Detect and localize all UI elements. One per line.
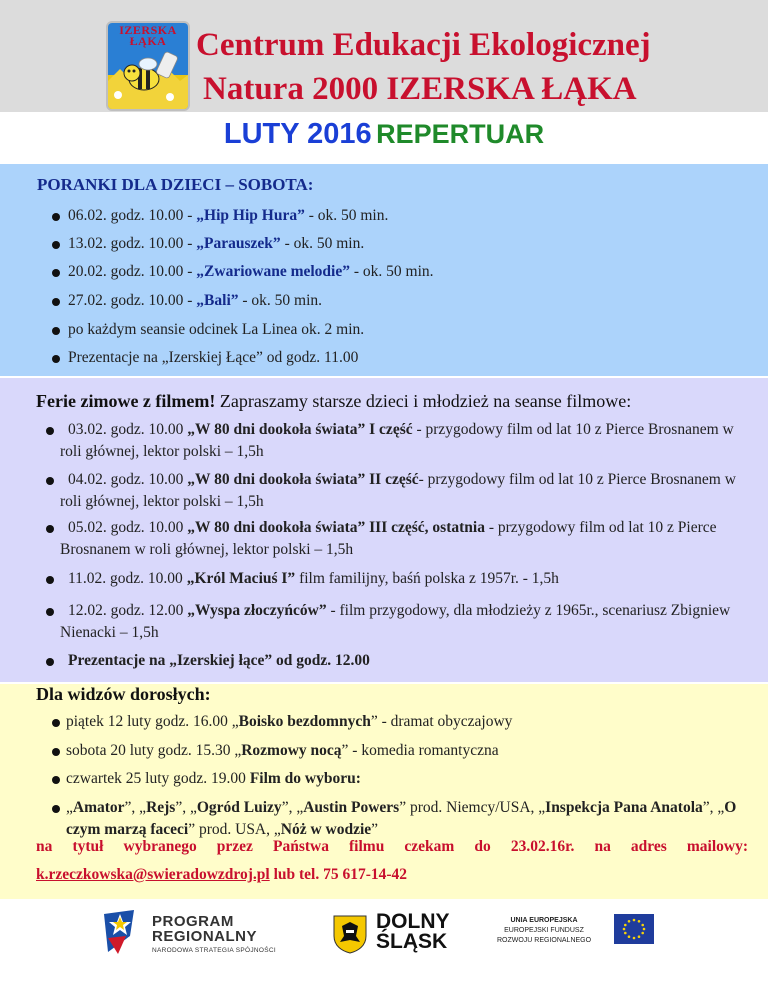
bullet xyxy=(52,805,60,813)
program-regionalny-text: PROGRAM REGIONALNY NARODOWA STRATEGIA SPÓJNOŚCI xyxy=(152,913,276,954)
bullet xyxy=(46,427,54,435)
eu-fund-text: UNIA EUROPEJSKA EUROPEJSKI FUNDUSZ ROZWOJU REGIONALNEGO xyxy=(496,917,592,944)
contact-line: na tytuł wybranego przez Państwa filmu czekam do 23.02.16r. na adres mailowy: xyxy=(36,838,748,855)
list-item: 03.02. godz. 10.00 „W 80 dni dookoła świata” I część - przygodowy film od lat 10 z Pierce Brosnanem w roli głównej, lektor polski – 1,5h xyxy=(60,419,750,463)
program-regionalny-logo-icon xyxy=(100,908,140,956)
izerska-laka-logo xyxy=(106,21,190,111)
bullet xyxy=(52,327,60,335)
bullet xyxy=(52,355,60,363)
bullet xyxy=(52,748,60,756)
list-item: piątek 12 luty godz. 16.00 „Boisko bezdomnych” - dramat obyczajowy xyxy=(66,711,746,733)
ferie-heading: Ferie zimowe z filmem! Zapraszamy starsze dzieci i młodzież na seanse filmowe: xyxy=(36,391,632,411)
dolny-slask-crest-icon xyxy=(332,914,368,954)
bullet xyxy=(52,241,60,249)
list-item: 13.02. godz. 10.00 - „Parauszek” - ok. 50 min. xyxy=(68,233,364,255)
email-link[interactable]: k.rzeczkowska@swieradowzdroj.pl xyxy=(36,866,270,883)
list-item: sobota 20 luty godz. 15.30 „Rozmowy nocą” - komedia romantyczna xyxy=(66,740,746,762)
page-title-line2: Natura 2000 IZERSKA ŁĄKA xyxy=(203,71,637,107)
list-item: 06.02. godz. 10.00 - „Hip Hip Hura” - ok. 50 min. xyxy=(68,205,388,227)
bullet xyxy=(52,213,60,221)
kids-heading: PORANKI DLA DZIECI – SOBOTA: xyxy=(37,175,314,194)
bullet xyxy=(46,608,54,616)
repertoire-label: REPERTUAR xyxy=(376,119,545,149)
bullet xyxy=(46,658,54,666)
list-item: Prezentacje na „Izerskiej Łące” od godz. 11.00 xyxy=(68,347,358,369)
eu-flag-icon xyxy=(614,914,654,944)
contact-email-line xyxy=(36,866,407,884)
month-label: LUTY 2016 xyxy=(223,118,372,150)
page-title-line1: Centrum Edukacji Ekologicznej xyxy=(196,27,651,63)
adults-heading: Dla widzów dorosłych: xyxy=(36,684,211,704)
list-item: 11.02. godz. 10.00 „Król Maciuś I” film familijny, baśń polska z 1957r. - 1,5h xyxy=(60,568,750,590)
bullet xyxy=(52,776,60,784)
list-item: czwartek 25 luty godz. 19.00 Film do wyboru: xyxy=(66,768,746,790)
list-item: 20.02. godz. 10.00 - „Zwariowane melodie” - ok. 50 min. xyxy=(68,261,434,283)
list-item: 04.02. godz. 10.00 „W 80 dni dookoła świata” II część- przygodowy film od lat 10 z Pierce Brosnanem w roli głównej, lektor polski – 1,5h xyxy=(60,469,750,513)
list-item: 27.02. godz. 10.00 - „Bali” - ok. 50 min. xyxy=(68,290,322,312)
bullet xyxy=(46,576,54,584)
bullet xyxy=(46,477,54,485)
bullet xyxy=(52,269,60,277)
list-item: 05.02. godz. 10.00 „W 80 dni dookoła świata” III część, ostatnia - przygodowy film od lat 10 z Pierce Brosnanem w roli głównej, lektor polski – 1,5h xyxy=(60,517,750,561)
list-item: po każdym seansie odcinek La Linea ok. 2 min. xyxy=(68,319,364,341)
bullet xyxy=(46,525,54,533)
logo-text: IZERSKA ŁĄKA xyxy=(119,23,177,48)
list-item: „Amator”, „Rejs”, „Ogród Luizy”, „Austin Powers” prod. Niemcy/USA, „Inspekcja Pana Anatola”, „O czym marzą faceci” prod. USA, „Nóż w wodzie” xyxy=(66,797,746,841)
month-banner xyxy=(0,118,768,151)
list-item: 12.02. godz. 12.00 „Wyspa złoczyńców” - film przygodowy, dla młodzieży z 1965r., scenariusz Zbigniew Nienacki – 1,5h xyxy=(60,600,750,644)
bullet xyxy=(52,298,60,306)
bullet xyxy=(52,719,60,727)
dolny-slask-text: DOLNY ŚLĄSK xyxy=(376,910,450,953)
phone-text: lub tel. 75 617-14-42 xyxy=(269,866,408,883)
list-item: Prezentacje na „Izerskiej łące” od godz. 12.00 xyxy=(60,650,750,672)
